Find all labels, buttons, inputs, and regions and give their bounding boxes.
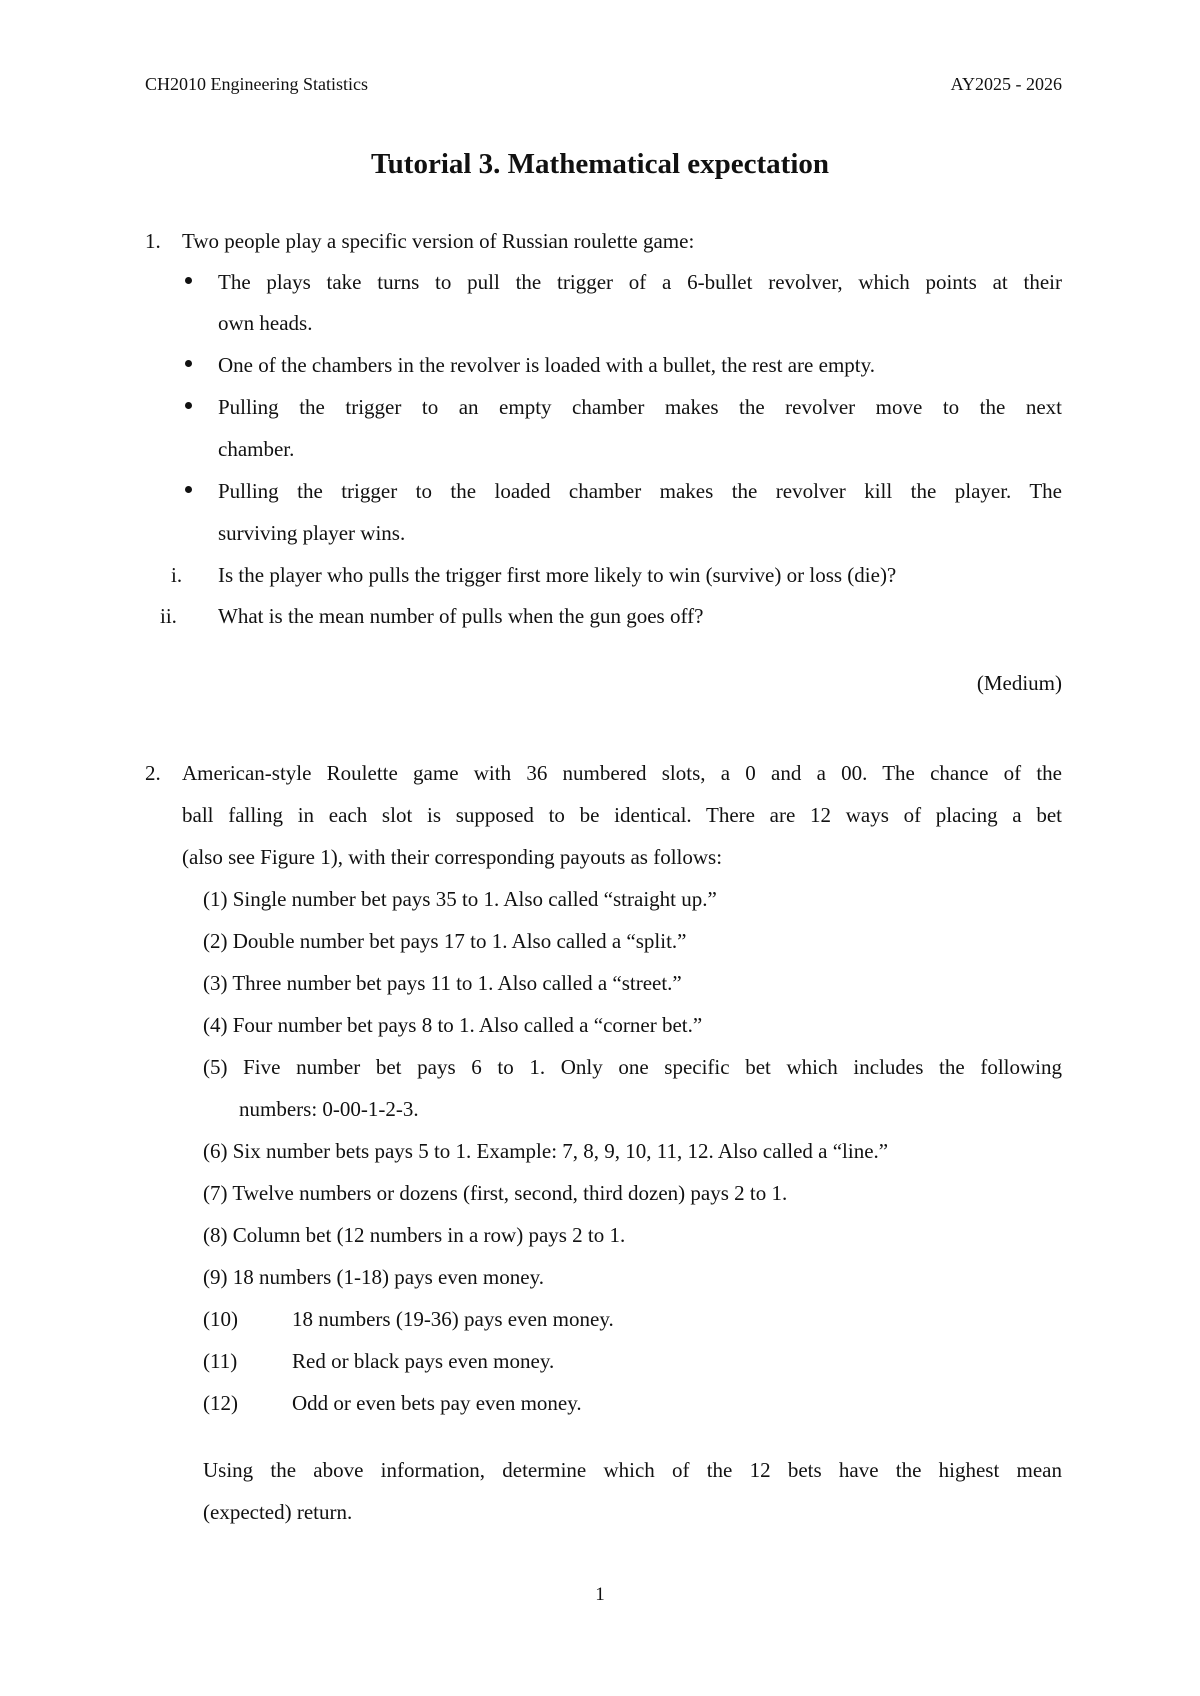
academic-year-header: AY2025 - 2026 (950, 74, 1062, 94)
bullet-icon (185, 277, 192, 284)
q2-bet-8: (8) Column bet (12 numbers in a row) pays 2 to 1. (203, 1223, 626, 1247)
q2-bet-9: (9) 18 numbers (1-18) pays even money. (203, 1265, 544, 1289)
q1-bullet-2: One of the chambers in the revolver is loaded with a bullet, the rest are empty. (218, 353, 875, 377)
q2-closing-line-1: Using the above information, determine which of the 12 bets have the highest mean (203, 1458, 1062, 1482)
q1-bullet-1-line-1: The plays take turns to pull the trigger of a 6-bullet revolver, which points at their (218, 270, 1062, 294)
bullet-icon (185, 402, 192, 409)
page-title: Tutorial 3. Mathematical expectation (370, 148, 830, 180)
q2-intro-line-2: ball falling in each slot is supposed to be identical. There are 12 ways of placing a bet (182, 803, 1062, 827)
q1-part-i-text: Is the player who pulls the trigger first more likely to win (survive) or loss (die)? (218, 563, 897, 587)
q2-bet-7: (7) Twelve numbers or dozens (first, second, third dozen) pays 2 to 1. (203, 1181, 788, 1205)
bullet-icon (185, 486, 192, 493)
q2-bet-1: (1) Single number bet pays 35 to 1. Also called “straight up.” (203, 887, 717, 911)
q2-bet-3: (3) Three number bet pays 11 to 1. Also called a “street.” (203, 971, 682, 995)
q2-bet-5-line-2: numbers: 0-00-1-2-3. (239, 1097, 419, 1121)
q1-difficulty: (Medium) (976, 671, 1062, 695)
q2-bet-12-text: Odd or even bets pay even money. (292, 1391, 582, 1415)
q1-number: 1. (145, 229, 161, 253)
q2-bet-12-label: (12) (203, 1391, 238, 1415)
q2-bet-5-line-1: (5) Five number bet pays 6 to 1. Only one specific bet which includes the following (203, 1055, 1062, 1079)
q1-bullet-1-line-2: own heads. (218, 311, 313, 335)
q2-bet-10-text: 18 numbers (19-36) pays even money. (292, 1307, 614, 1331)
q1-bullet-4-line-1: Pulling the trigger to the loaded chamber makes the revolver kill the player. The (218, 479, 1062, 503)
q2-bet-4: (4) Four number bet pays 8 to 1. Also called a “corner bet.” (203, 1013, 703, 1037)
q1-part-ii-label: ii. (160, 604, 177, 628)
q2-closing-line-2: (expected) return. (203, 1500, 353, 1524)
course-header: CH2010 Engineering Statistics (145, 74, 368, 94)
q2-bet-11-label: (11) (203, 1349, 238, 1373)
bullet-icon (185, 360, 192, 367)
q1-part-ii-text: What is the mean number of pulls when the gun goes off? (218, 604, 704, 628)
q2-intro-line-1: American-style Roulette game with 36 numbered slots, a 0 and a 00. The chance of the (182, 761, 1062, 785)
q2-number: 2. (145, 761, 161, 785)
q1-intro: Two people play a specific version of Russian roulette game: (182, 229, 695, 253)
q2-bet-11-text: Red or black pays even money. (292, 1349, 555, 1373)
q1-bullet-3-line-1: Pulling the trigger to an empty chamber makes the revolver move to the next (218, 395, 1062, 419)
q2-bet-6: (6) Six number bets pays 5 to 1. Example: 7, 8, 9, 10, 11, 12. Also called a “line.” (203, 1139, 889, 1163)
q2-bet-10-label: (10) (203, 1307, 238, 1331)
q2-intro-line-3: (also see Figure 1), with their corresponding payouts as follows: (182, 845, 723, 869)
q1-bullet-4-line-2: surviving player wins. (218, 521, 406, 545)
q1-part-i-label: i. (171, 563, 183, 587)
page-number: 1 (595, 1584, 605, 1605)
q2-bet-2: (2) Double number bet pays 17 to 1. Also called a “split.” (203, 929, 687, 953)
q1-bullet-3-line-2: chamber. (218, 437, 295, 461)
